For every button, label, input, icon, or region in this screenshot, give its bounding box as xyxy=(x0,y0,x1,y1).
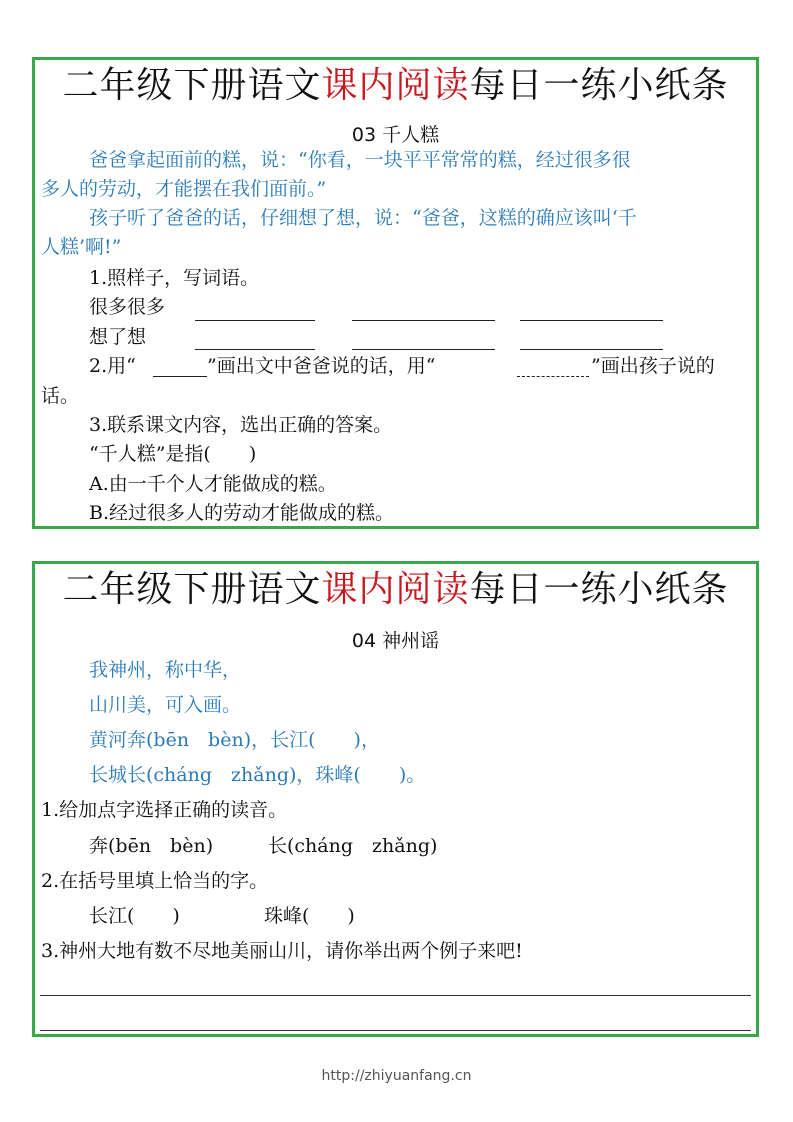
passage-line: 爸爸拿起面前的糕，说：“你看，一块平平常常的糕，经过很多很 xyxy=(89,149,631,171)
footer-url: http://zhiyuanfang.cn xyxy=(321,1068,472,1084)
header-highlight: 课内阅读 xyxy=(321,569,470,610)
question-2-wrap: 话。 xyxy=(41,385,80,407)
card-header xyxy=(35,64,756,108)
example-word-1: 很多很多 xyxy=(89,296,166,318)
answer-blank[interactable] xyxy=(195,349,315,350)
underline-sample xyxy=(153,376,207,377)
lesson-title: 03 千人糕 xyxy=(351,124,440,146)
pinyin-choice-2: 长(cháng zhǎng) xyxy=(268,835,438,857)
answer-blank[interactable] xyxy=(195,320,315,321)
passage-line: 多人的劳动，才能摆在我们面前。” xyxy=(41,178,327,200)
passage-line: 孩子听了爸爸的话，仔细想了想，说：“爸爸，这糕的确应该叫‘千 xyxy=(89,207,637,229)
header-text-end: 每日一练小纸条 xyxy=(469,569,729,610)
dashed-underline-sample xyxy=(517,376,589,377)
question-2-start: 2.用“ xyxy=(89,355,136,377)
header-text: 二年级下册语文 xyxy=(62,65,322,106)
poem-line: 黄河奔(bēn bèn)，长江( )， xyxy=(89,729,380,751)
poem-line: 长城长(cháng zhǎng)，珠峰( )。 xyxy=(89,764,426,786)
fill-in-1[interactable]: 长江( ) xyxy=(89,905,180,927)
answer-blank[interactable] xyxy=(352,349,495,350)
option-b: B.经过很多人的劳动才能做成的糕。 xyxy=(89,502,395,524)
question-2-middle: ”画出文中爸爸说的话，用“ xyxy=(207,355,436,377)
question-3-prompt: 3.联系课文内容，选出正确的答案。 xyxy=(89,414,393,436)
answer-line[interactable] xyxy=(40,995,751,996)
answer-blank[interactable] xyxy=(352,320,495,321)
passage-line: 人糕’啊!” xyxy=(41,236,122,258)
answer-blank[interactable] xyxy=(520,349,663,350)
lesson-title: 04 神州谣 xyxy=(351,630,440,652)
example-word-2: 想了想 xyxy=(89,326,147,348)
header-text: 二年级下册语文 xyxy=(62,569,322,610)
poem-line: 山川美，可入画。 xyxy=(89,694,242,716)
option-a: A.由一千个人才能做成的糕。 xyxy=(89,473,337,495)
question-1-prompt: 1.给加点字选择正确的读音。 xyxy=(41,799,288,821)
header-highlight: 课内阅读 xyxy=(321,65,470,106)
header-text-end: 每日一练小纸条 xyxy=(469,65,729,106)
fill-in-2[interactable]: 珠峰( ) xyxy=(264,905,355,927)
question-3-stem: “千人糕”是指( ) xyxy=(89,443,257,465)
question-3-prompt: 3.神州大地有数不尽地美丽山川，请你举出两个例子来吧! xyxy=(41,940,523,962)
card-header xyxy=(35,568,756,612)
answer-blank[interactable] xyxy=(520,320,663,321)
question-2-end: ”画出孩子说的 xyxy=(591,355,715,377)
answer-line[interactable] xyxy=(40,1030,751,1031)
worksheet-card-04 xyxy=(32,561,759,1037)
worksheet-card-03 xyxy=(32,57,759,529)
question-2-prompt: 2.在括号里填上恰当的字。 xyxy=(41,870,269,892)
poem-line: 我神州，称中华， xyxy=(89,659,242,681)
question-1-prompt: 1.照样子，写词语。 xyxy=(89,267,260,289)
pinyin-choice-1: 奔(bēn bèn) xyxy=(89,835,214,857)
